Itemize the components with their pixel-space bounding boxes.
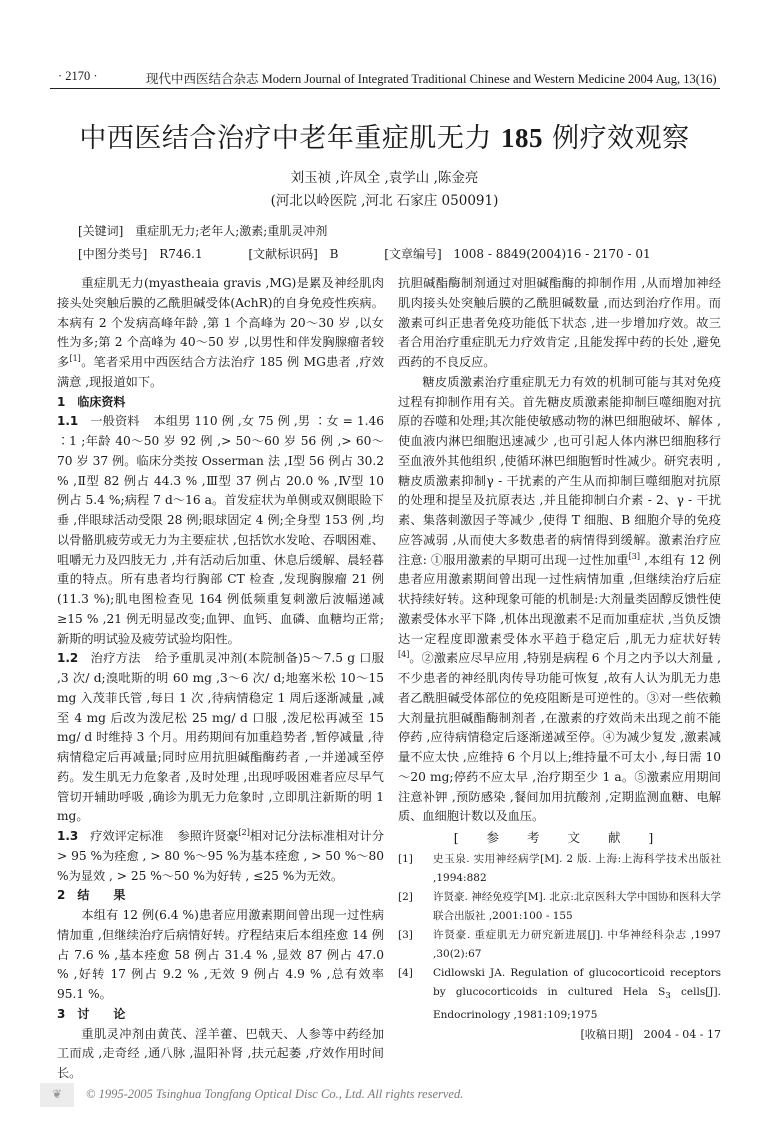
subsection-1-2 <box>57 649 384 827</box>
affiliation: (河北以岭医院 ,河北 石家庄 050091) <box>270 193 499 209</box>
text: 相对记分法标准相对计分 > 95 %为痊愈 , > 80 %～95 %为基本痊愈 , > 50 %～80 %为显效 , > 25 %～50 %为好转 , ≤25 %为无效。 <box>57 829 385 883</box>
reference-text: cells[J]. Endocrinology ,1981:109;1975 <box>433 985 721 1021</box>
subsection-number: 1.2 <box>57 651 79 666</box>
copyright-text: © 1995-2005 Tsinghua Tongfang Optical Disc Co., Ltd. All rights reserved. <box>86 1087 464 1101</box>
text: 本组男 110 例 ,女 75 例 ,男 ∶女 = 1.46 ∶1 ;年龄 40～50 岁 92 例 ,> 50～60 岁 56 例 ,> 60～70 岁 37 例。临床分类按 Osserman 法 ,Ⅰ型 56 例占 30.2 % ,Ⅱ型 82 例占 44.3 % ,Ⅲ型 37 例占 20.0 % ,Ⅳ型 10 例占 5.4 %;病程 7 d～16 a。首发症状为单侧或双侧眼睑下垂 ,伴眼球活动受限 28 例;眼球固定 4 例;全身型 153 例 ,均以骨骼肌疲劳或无力为主要症状 ,包括饮水发呛、吞咽困难、咀嚼无力及四肢无力 ,并有活动后加重、休息后缓解、晨轻暮重的特点。所有患者均行胸部 CT 检查 ,发现胸腺瘤 21 例(11.3 %);肌电图检查见 164 例低频重复刺激后波幅递减 ≥15 % ,21 例无明显改变;血钾、血钙、血磷、血糖均正常;新斯的明试验及疲劳试验均阳性。 <box>57 414 385 646</box>
reference-item <box>398 926 721 964</box>
classification-line <box>78 245 659 262</box>
title-number: 185 <box>501 123 543 153</box>
reference-text: 许贤豪. 重症肌无力研究新进展[J]. 中华神经科杂志 ,1997 ,30(2):67 <box>433 928 721 960</box>
text: 。②激素应尽早应用 ,特别是病程 6 个月之内予以大剂量 ,不少患者的神经肌肉传导功能可恢复 ,故有人认为肌无力患者乙酰胆碱受体部位的免疫阻断是可逆性的。③对一些依赖大剂量抗胆碱酯酶制剂者 ,在激素的疗效尚未出现之前不能停药 ,应待病情稳定后逐渐递减至停。④为减少复发 ,激素减量不应太快 ,应维持 6 个月以上;维持量不可太小 ,每日需 10～20 mg;停药不应太早 ,治疗期至少 1 a。⑤激素应用期间注意补钾 ,预防感染 ,餐间加用抗酸剂 ,定期监测血糖、电解质、血细胞计数以及血压。 <box>398 651 721 824</box>
subsection-1-1 <box>57 412 384 649</box>
reference-item <box>398 964 721 1025</box>
text: ,本组有 12 例患者应用激素期间曾出现一过性病情加重 ,但继续治疗后症状持续好转。这种现象可能的机制是:大剂量类固醇反馈性使激素受体水平下降 ,机体出现激素不足而加重症状 ,当负反馈达一定程度即激素受体水平趋于稳定后 ,肌无力症状好转 <box>398 552 721 646</box>
text: 。笔者采用中西医结合方法治疗 185 例 MG患者 ,疗效满意 ,现报道如下。 <box>57 355 384 389</box>
discussion-continued: 抗胆碱酯酶制剂通过对胆碱酯酶的抑制作用 ,从而增加神经肌肉接头处突触后膜的乙酰胆碱数量 ,而达到治疗作用。而激素可纠正患者免疫功能低下状态 ,进一步增加疗效。故三者合用治疗重症肌无力疗效肯定 ,且能发挥中药的长处 ,避免西药的不良反应。 <box>398 276 721 369</box>
references-heading: [ 参 考 文 献 ] <box>453 830 666 845</box>
discussion-paragraph-2 <box>398 373 721 827</box>
subsection-title: 疗效评定标准 <box>90 829 164 843</box>
page-number: · 2170 · <box>58 69 98 83</box>
reference-text: 许贤豪. 神经免疫学[M]. 北京:北京医科大学中国协和医科大学联合出版社 ,2001:100 - 155 <box>433 890 721 922</box>
journal-name: 现代中西医结合杂志 Modern Journal of Integrated Traditional Chinese and Western Medicine 2004 Aug, 13(16) <box>146 72 717 86</box>
received-value: 2004 - 04 - 17 <box>643 1027 721 1041</box>
authors: 刘玉祯 ,许凤全 ,袁学山 ,陈金亮 <box>290 170 479 186</box>
doc-code-value: B <box>329 247 339 261</box>
running-header <box>50 66 720 89</box>
results-paragraph: 本组有 12 例(6.4 %)患者应用激素期间曾出现一过性病情加重 ,但继续治疗后病情好转。疗程结束后本组痊愈 14 例占 7.6 % ,基本痊愈 58 例占 31.4 % ,显效 87 例占 47.0 % ,好转 17 例占 9.2 % ,无效 9 例占 4.9 % ,总有效率 95.1 %。 <box>57 908 384 1001</box>
left-column <box>57 274 384 1084</box>
text: 糖皮质激素治疗重症肌无力有效的机制可能与其对免疫过程有抑制作用有关。首先糖皮质激素能抑制巨噬细胞对抗原的吞噬和处理;其次能使敏感动物的淋巴细胞破坏、解体 ,使血液内淋巴细胞迅速减少 ,也可引起人体内淋巴细胞移行至血液外其他组织 ,使循环淋巴细胞暂时性减少。研究表明 ,糖皮质激素抑制γ - 干扰素的产生从而抑制巨噬细胞对抗原的处理和提呈及抗原表达 ,并且能抑制白介素 - 2、γ - 干扰素、集落刺激因子等减少 ,使得 T 细胞、B 细胞介导的免疫应答减弱 ,从而使大多数患者的病情得到缓解。激素治疗应注意: ①服用激素的早期可出现一过性加重 <box>398 374 721 567</box>
reference-label: [4] <box>398 966 413 979</box>
reference-text: Cidlowski JA. Regulation of glucocorticoid receptors by glucocorticoids in cultured Hela S <box>433 966 721 998</box>
citation-link[interactable]: [3] <box>628 551 641 561</box>
clc-label: [中图分类号] <box>78 247 148 261</box>
subscript: 3 <box>665 990 671 1001</box>
keywords-label: [关键词] <box>78 224 124 238</box>
reference-item <box>398 888 721 926</box>
subsection-1-3 <box>57 827 384 886</box>
keywords-value: 重症肌无力;老年人;激素;重肌灵冲剂 <box>135 224 328 238</box>
doc-code-label: [文献标识码] <box>248 247 318 261</box>
citation-link[interactable]: [4] <box>398 650 410 660</box>
subsection-title: 一般资料 <box>90 414 140 429</box>
section-heading: 2 结 果 <box>57 888 126 903</box>
subsection-number: 1.1 <box>57 414 79 429</box>
text: 给予重肌灵冲剂(本院制备)5～7.5 g 口服 ,3 次/ d;溴吡斯的明 60 mg ,3～6 次/ d;地塞米松 10～15 mg 入茂菲氏管 ,每日 1 次 ,待病情稳定 1 周后逐渐减量 ,减至 4 mg 后改为泼尼松 25 mg/ d 口服 ,泼尼松再减至 15 mg/ d 时维持 3 个月。用药期间有加重趋势者 ,暂停减量 ,待病情稳定后再减量;同时应用抗胆碱酯酶药者 ,一并递减至停药。发生肌无力危象者 ,及时处理 ,出现呼吸困难者应尽早气管切开辅助呼吸 ,确诊为肌无力危象时 ,立即肌注新斯的明 1 mg。 <box>57 651 384 824</box>
article-number-label: [文章编号] <box>384 247 442 261</box>
footer <box>40 1083 500 1107</box>
title-text: 中西医结合治疗中老年重症肌无力 <box>79 123 501 154</box>
article-title <box>0 116 769 155</box>
text: 参照许贤豪 <box>177 829 239 843</box>
text: 重症肌无力(myastheaia gravis ,MG)是累及神经肌肉接头处突触后膜的乙酰胆碱受体(AchR)的自身免疫性疾病。本病有 2 个发病高峰年龄 ,第 1 个高峰为 20～30 岁 ,以女性为多;第 2 个高峰为 40～50 岁 ,以男性和伴发胸腺瘤者较多 <box>57 276 384 369</box>
citation-link[interactable]: [1] <box>69 353 81 363</box>
reference-label: [1] <box>398 852 413 865</box>
article-number-value: 1008 - 8849(2004)16 - 2170 - 01 <box>453 247 651 261</box>
discussion-paragraph: 重肌灵冲剂由黄芪、淫羊藿、巴戟天、人参等中药经加工而成 ,走奇经 ,通八脉 ,温阳补肾 ,扶元起萎 ,疗效作用时间长。 <box>57 1026 384 1080</box>
section-heading: 1 临床资料 <box>57 394 126 409</box>
received-date <box>398 1025 721 1045</box>
section-heading: 3 讨 论 <box>57 1006 126 1021</box>
right-column <box>398 274 721 1045</box>
intro-paragraph <box>57 274 384 393</box>
clc-value: R746.1 <box>159 247 203 261</box>
reference-text: 史玉泉. 实用神经病学[M]. 2 版. 上海:上海科学技术出版社 ,1994:882 <box>433 852 721 884</box>
subsection-number: 1.3 <box>57 829 79 843</box>
subsection-title: 治疗方法 <box>90 651 141 666</box>
reference-label: [2] <box>398 890 413 903</box>
keywords <box>78 222 335 239</box>
received-label: [收稿日期] <box>580 1027 634 1041</box>
citation-link[interactable]: [2] <box>238 827 250 837</box>
reference-label: [3] <box>398 928 413 941</box>
title-text-end: 例疗效观察 <box>543 123 690 154</box>
publisher-logo-icon: ❦ <box>40 1083 74 1107</box>
reference-item <box>398 850 721 888</box>
